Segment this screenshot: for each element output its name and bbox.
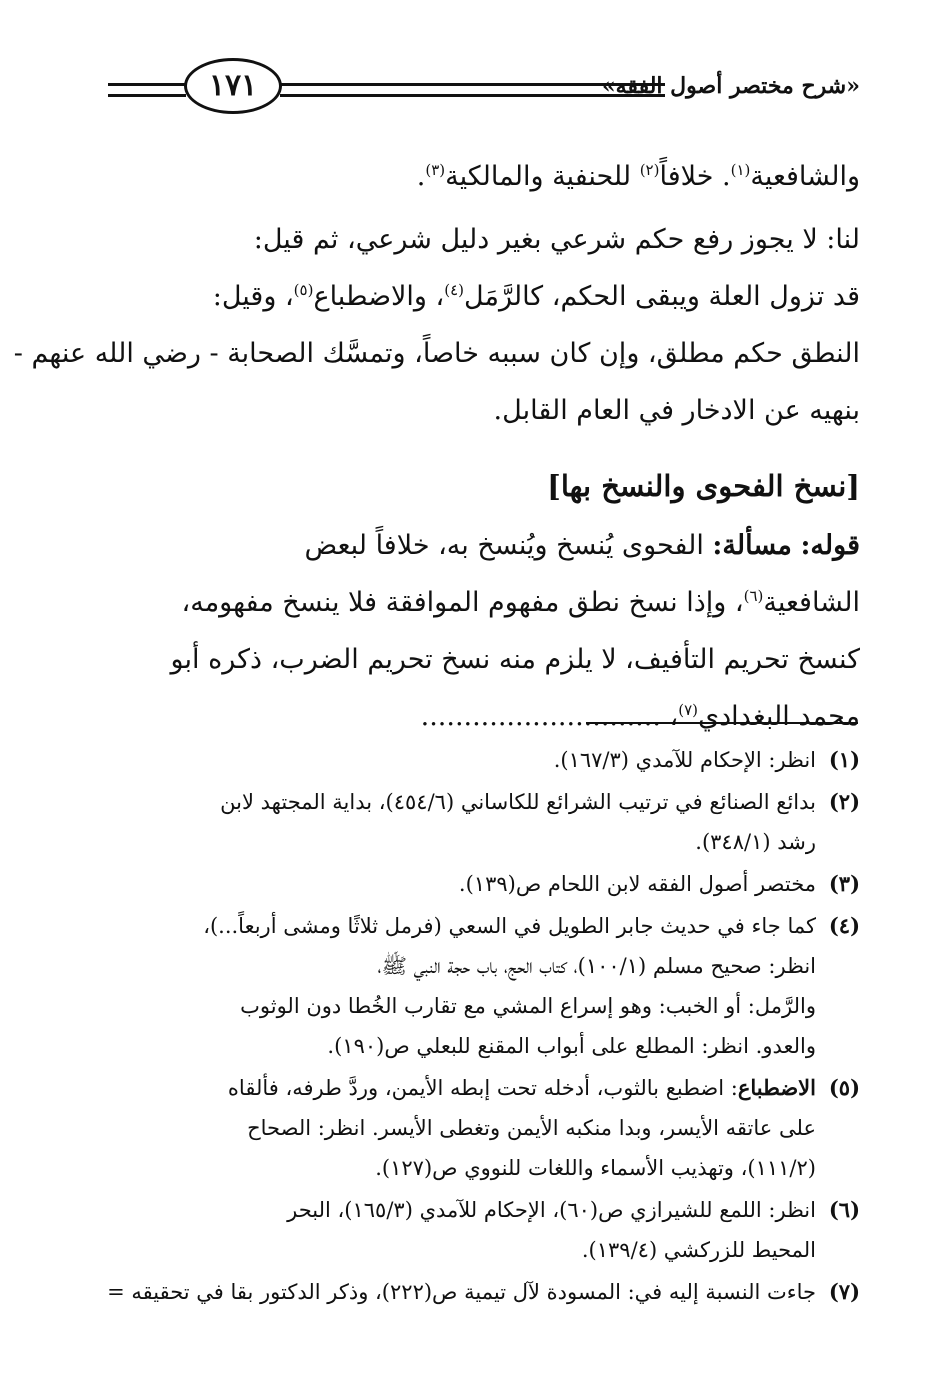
footnote-line: انظر: صحيح مسلم (١٠٠/١)، كتاب الحج، باب حجة النبي ﷺ، bbox=[377, 954, 816, 978]
page-number: ١٧١ bbox=[184, 58, 282, 114]
footnote-number: (٥) bbox=[828, 1075, 860, 1100]
paragraph-3-line-2 bbox=[108, 574, 860, 631]
paragraph-2-line-1: لنا: لا يجوز رفع حكم شرعي بغير دليل شرعي، ثم قيل: bbox=[253, 224, 860, 255]
footnote-body bbox=[108, 864, 816, 904]
footnote-body bbox=[107, 1272, 816, 1312]
footnote-number: (٢) bbox=[828, 789, 860, 814]
footnote-line: رشد (٣٤٨/١). bbox=[695, 830, 816, 854]
footnote-line: على عاتقه الأيسر، وبدا منكبه الأيمن وتغطى الأيسر. انظر: الصحاح bbox=[247, 1116, 816, 1140]
paragraph-3-line-1 bbox=[108, 517, 860, 574]
footnote-line: كما جاء في حديث جابر الطويل في السعي (فرمل ثلاثًا ومشى أربعاً...)، bbox=[203, 914, 816, 938]
footnote-line: (١١١/٢)، وتهذيب الأسماء واللغات للنووي ص(١٢٧). bbox=[375, 1156, 816, 1180]
footnote-line: انظر: الإحكام للآمدي (١٦٧/٣). bbox=[553, 748, 816, 772]
footnote-7 bbox=[108, 1272, 860, 1312]
text-run: والشافعية bbox=[750, 161, 860, 192]
footnote-line: والرَّمل: أو الخبب: وهو إسراع المشي مع تقارب الخُطا دون الوثوب bbox=[240, 994, 816, 1018]
footnote-number: (٣) bbox=[828, 871, 860, 896]
qawluh-label: قوله: bbox=[800, 530, 860, 561]
paragraph-3-line-3: كنسخ تحريم التأفيف، لا يلزم منه نسخ تحريم الضرب، ذكره أبو bbox=[170, 644, 860, 675]
footnote-body bbox=[108, 906, 816, 1066]
footnote-line: المحيط للزركشي (١٣٩/٤). bbox=[581, 1238, 816, 1262]
footnote-number: (٧) bbox=[828, 1279, 860, 1304]
footnote-line: مختصر أصول الفقه لابن اللحام ص(١٣٩). bbox=[458, 872, 816, 896]
section-heading: [نسخ الفحوى والنسخ بها] bbox=[547, 469, 860, 503]
text-run: الشافعية bbox=[763, 587, 860, 618]
paragraph-3-line-4 bbox=[108, 688, 860, 745]
footnote-line: والعدو. انظر: المطلع على أبواب المقنع للبعلي ص(١٩٠). bbox=[327, 1034, 816, 1058]
header-rule-left bbox=[108, 83, 186, 97]
text-run: ، وإذا نسخ نطق مفهوم الموافقة فلا ينسخ مفهومه، bbox=[181, 587, 744, 618]
text-run: : اضطبع بالثوب، أدخله تحت إبطه الأيمن، وردَّ طرفه، فألقاه bbox=[227, 1076, 738, 1100]
footnote-number: (١) bbox=[828, 747, 860, 772]
text-run: . bbox=[416, 161, 426, 192]
text-run: للحنفية والمالكية bbox=[445, 161, 640, 192]
main-text bbox=[13, 148, 860, 745]
text-run: الفحوى يُنسخ ويُنسخ به، خلافاً لبعض bbox=[304, 530, 713, 561]
footnote-line: جاءت النسبة إليه في: المسودة لآل تيمية ص(٢٢٢)، وذكر الدكتور بقا في تحقيقه = bbox=[107, 1280, 816, 1304]
footnote-5 bbox=[108, 1068, 860, 1188]
paragraph-2-line-2 bbox=[108, 268, 860, 325]
footnote-term: الاضطباع bbox=[737, 1075, 816, 1100]
footnote-6 bbox=[108, 1190, 860, 1270]
footnotes bbox=[108, 740, 860, 1314]
footnote-body bbox=[108, 1068, 816, 1188]
footnote-ref-4[interactable]: (٤) bbox=[444, 281, 465, 299]
footnote-number: (٦) bbox=[828, 1197, 860, 1222]
footnote-ref-6[interactable]: (٦) bbox=[743, 587, 764, 605]
paragraph-1-line bbox=[108, 148, 860, 205]
footnote-number: (٤) bbox=[828, 913, 860, 938]
footnote-ref-7[interactable]: (٧) bbox=[678, 701, 698, 719]
running-title: «شرح مختصر أصول الفقه» bbox=[601, 73, 860, 99]
text-run: ، bbox=[660, 701, 679, 732]
page-header bbox=[108, 52, 860, 132]
text-run: ، وقيل: bbox=[212, 281, 294, 312]
footnote-line bbox=[108, 1068, 816, 1108]
footnote-ref-5[interactable]: (٥) bbox=[293, 281, 314, 299]
footnote-1 bbox=[108, 740, 860, 780]
text-run: محمد البغدادي bbox=[698, 701, 860, 732]
footnote-line: بدائع الصنائع في ترتيب الشرائع للكاساني (٤٥٤/٦)، بداية المجتهد لابن bbox=[220, 790, 816, 814]
footnote-ref-2[interactable]: (٢) bbox=[639, 161, 660, 179]
footnote-4 bbox=[108, 906, 860, 1066]
footnote-body bbox=[108, 782, 816, 862]
text-run: ، والاضطباع bbox=[313, 281, 445, 312]
footnote-separator bbox=[586, 722, 858, 724]
text-run: . خلافاً bbox=[659, 161, 731, 192]
footnote-ref-1[interactable]: (١) bbox=[730, 161, 751, 179]
paragraph-2-line-3: النطق حكم مطلق، وإن كان سببه خاصاً، وتمسَّك الصحابة - رضي الله عنهم - bbox=[13, 338, 860, 369]
footnote-3 bbox=[108, 864, 860, 904]
footnote-line: انظر: اللمع للشيرازي ص(٦٠)، الإحكام للآمدي (١٦٥/٣)، البحر bbox=[287, 1198, 816, 1222]
footnote-body bbox=[108, 740, 816, 780]
footnote-2 bbox=[108, 782, 860, 862]
footnote-body bbox=[108, 1190, 816, 1270]
continuation-dots: ............................ bbox=[420, 701, 661, 732]
footnote-ref-3[interactable]: (٣) bbox=[425, 161, 446, 179]
paragraph-2-line-4: بنهيه عن الادخار في العام القابل. bbox=[493, 395, 860, 426]
text-run: قد تزول العلة ويبقى الحكم، كالرَّمَل bbox=[464, 281, 860, 312]
masala-label: مسألة: bbox=[712, 530, 792, 561]
